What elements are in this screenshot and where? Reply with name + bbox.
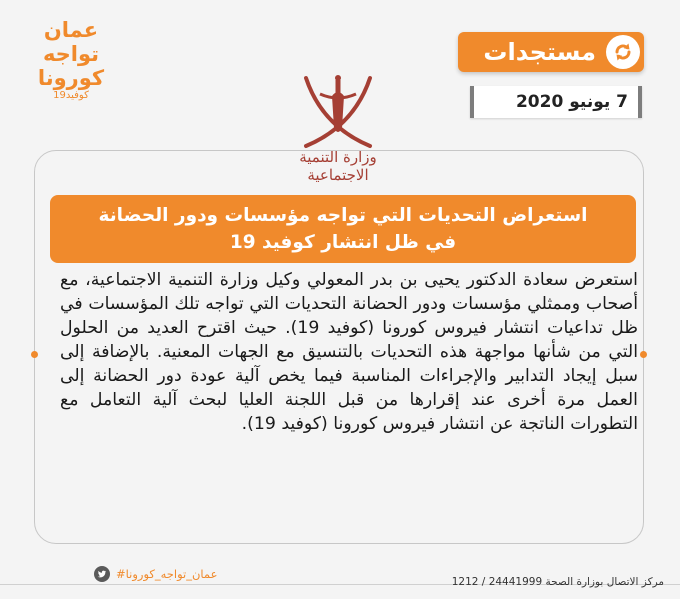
campaign-logo — [16, 18, 126, 102]
ministry-name: وزارة التنمية الاجتماعية — [299, 148, 377, 184]
frame-dot — [640, 351, 647, 358]
headline-line-2: في ظل انتشار كوفيد 19 — [229, 232, 457, 253]
refresh-icon — [606, 35, 640, 69]
footer-contact: مركز الاتصال بوزارة الصحة 24441999 / 1212 — [451, 576, 664, 588]
article-paragraph: استعرض سعادة الدكتور يحيى بن بدر المعولي وكيل وزارة التنمية الاجتماعية، مع أصحاب وممثلي مؤسسات ودور الحضانة التحديات التي تواجه تلك المؤسسات في ظل تداعيات انتشار فيروس كورونا (كوفيد 19). حيث اقترح العديد من الحلول التي من شأنها مواجهة هذه التحديات بالتنسيق مع الجهات المعنية. بالإضافة إلى سبل إيجاد التدابير والإجراءات المناسبة فيما يخص آلية عودة دور الحضانة إلى العمل مرة أخرى عند إقرارها من قبل اللجنة العليا لبحث آلية التعامل مع التطورات الناتجة عن انتشار فيروس كورونا (كوفيد 19). — [60, 270, 638, 434]
logo-line-2: تواجه — [42, 42, 100, 66]
oman-emblem-icon — [292, 66, 384, 152]
twitter-icon — [94, 566, 110, 582]
date-text: 7 يونيو 2020 — [515, 92, 628, 112]
headline-banner — [50, 195, 636, 263]
hashtag-text: #عمان_تواجه_كورونا — [116, 567, 218, 581]
logo-line-3: كورونا — [37, 66, 105, 90]
frame-dot — [31, 351, 38, 358]
logo-line-4: كوفيد19 — [53, 90, 89, 101]
article-body — [60, 268, 638, 436]
footer-hashtag[interactable] — [94, 566, 217, 582]
logo-line-1: عمان — [43, 18, 99, 42]
headline-line-1: استعراض التحديات التي تواجه مؤسسات ودور الحضانة — [98, 205, 588, 226]
updates-badge — [458, 32, 644, 72]
updates-label: مستجدات — [483, 38, 596, 66]
date-box — [470, 86, 642, 118]
